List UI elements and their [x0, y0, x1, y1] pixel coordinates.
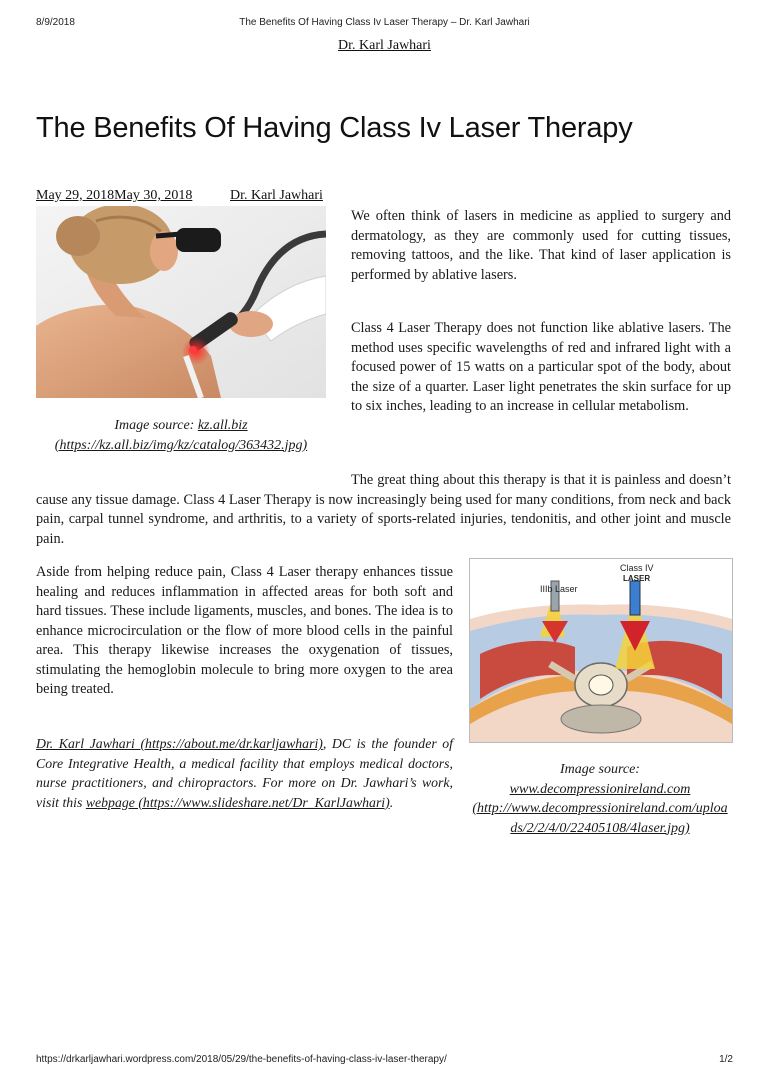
laser-label: LASER [623, 574, 651, 583]
post-author [230, 188, 323, 204]
bio-text-2: . [389, 794, 394, 810]
paragraph-3-text: The great thing about this therapy is that it is painless and doesn’t cause any tissue damage. Class 4 Laser Therapy is now increasingly being used for many conditions, from neck and back pain, carpal tunnel syndrome, and arthritis, to a variety of sports-related injuries, tendonitis, and other joint and muscle pain. [36, 472, 731, 547]
figure2-caption [469, 760, 731, 838]
author-link[interactable]: Dr. Karl Jawhari [230, 188, 323, 203]
figure1-source-link[interactable]: kz.all.biz [197, 418, 248, 433]
paragraph-4: Aside from helping reduce pain, Class 4 Laser therapy enhances tissue healing and reduces inflammation in affected areas for both soft and hard tissues. These include ligaments, muscles, and bones. The idea is to enhance microcirculation or the flow of more blood cells in the painful area. This therapy likewise increases the oxygenation of tissues, stimulating the hemoglobin molecule to bring more oxygen to the area being treated. [36, 564, 453, 697]
figure1-source-url[interactable]: (https://kz.all.biz/img/kz/catalog/363432.jpg) [54, 437, 308, 453]
figure2-source-url[interactable]: (http://www.decompressionireland.com/uploads/2/2/4/0/22405108/4laser.jpg) [472, 801, 728, 836]
figure2-source-link[interactable]: www.decompressionireland.com [509, 781, 691, 797]
paragraph-1: We often think of lasers in medicine as applied to surgery and dermatology, as they are commonly used for cutting tissues, removing tattoos, and the like. That kind of laser application is performed by ablative lasers. [351, 208, 731, 283]
class3-label: IIIb Laser [540, 584, 578, 594]
post-dates [36, 188, 192, 204]
bio-text-1: , DC is the founder of Core Integrative Health, a medical facility that employs medical doctors, nurse practitioners, and chiropractors. For more on Dr. Jawhari’s work, visit this [36, 736, 453, 810]
figure1-caption-prefix: Image source: [114, 418, 198, 433]
author-bio [36, 734, 453, 812]
page-title: The Benefits Of Having Class Iv Laser Therapy [36, 112, 633, 144]
bio-author-link[interactable]: Dr. Karl Jawhari (https://about.me/dr.karljawhari) [36, 736, 323, 751]
bio-webpage-link[interactable]: webpage (https://www.slideshare.net/Dr_KarlJawhari) [85, 794, 390, 810]
print-date: 8/9/2018 [36, 17, 75, 28]
site-name [0, 38, 769, 54]
site-name-link[interactable]: Dr. Karl Jawhari [338, 38, 431, 53]
paragraph-3 [36, 471, 731, 549]
figure1-caption [36, 416, 326, 455]
laser-treatment-photo [36, 206, 326, 398]
post-date-link[interactable]: May 29, 2018May 30, 2018 [36, 188, 193, 203]
footer-url: https://drkarljawhari.wordpress.com/2018/05/29/the-benefits-of-having-class-iv-laser-therapy/ [36, 1054, 447, 1065]
print-title: The Benefits Of Having Class Iv Laser Therapy – Dr. Karl Jawhari [239, 17, 530, 28]
laser-depth-diagram [469, 558, 733, 743]
footer-page-number: 1/2 [719, 1054, 733, 1065]
paragraph-2: Class 4 Laser Therapy does not function like ablative lasers. The method uses specific wavelengths of red and infrared light with a focused power of 15 watts on a particular spot of the body, about the size of a quarter. Laser light penetrates the skin surface for up to six inches, leading to an increase in cellular metabolism. [351, 320, 731, 414]
figure2-caption-prefix: Image source: [560, 762, 640, 777]
class4-label: Class IV [620, 563, 654, 573]
